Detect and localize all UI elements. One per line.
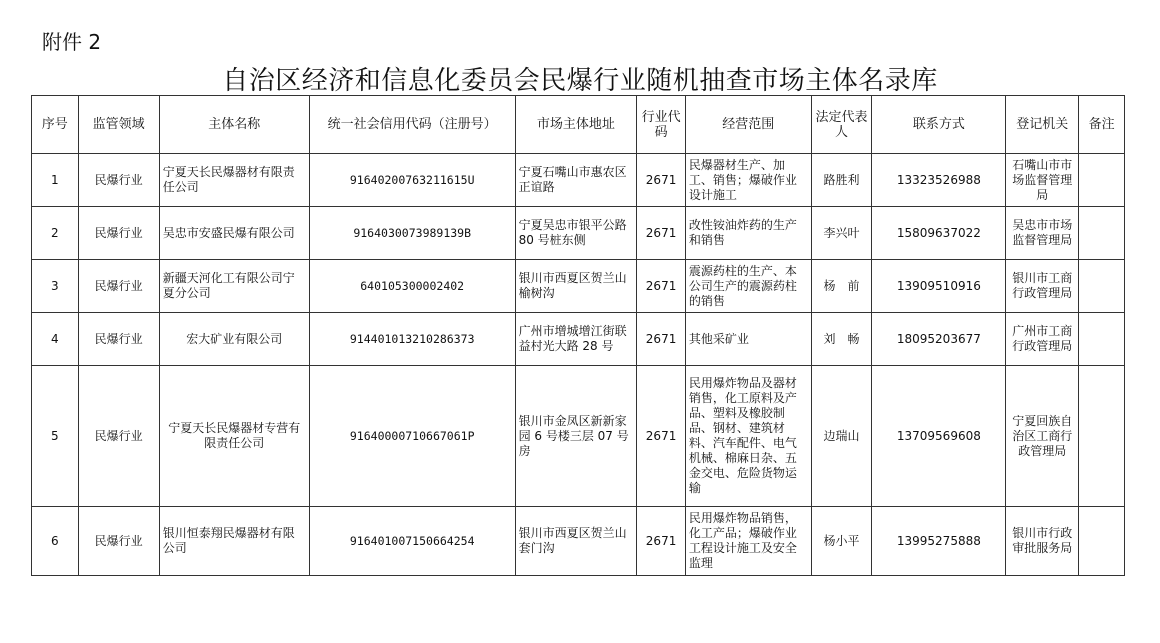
cell-code: 91640000710667061P xyxy=(309,366,515,507)
cell-code: 91640200763211615U xyxy=(309,154,515,207)
cell-authority: 银川市工商行政管理局 xyxy=(1006,260,1079,313)
cell-domain: 民爆行业 xyxy=(78,366,159,507)
cell-note xyxy=(1079,507,1125,576)
cell-note xyxy=(1079,313,1125,366)
header-phone: 联系方式 xyxy=(872,96,1006,154)
cell-name: 吴忠市安盛民爆有限公司 xyxy=(159,207,309,260)
cell-note xyxy=(1079,154,1125,207)
cell-address: 银川市西夏区贺兰山套门沟 xyxy=(515,507,637,576)
cell-name: 新疆天河化工有限公司宁夏分公司 xyxy=(159,260,309,313)
table-row xyxy=(32,313,1125,366)
cell-phone: 18095203677 xyxy=(872,313,1006,366)
document-title: 自治区经济和信息化委员会民爆行业随机抽查市场主体名录库 xyxy=(222,66,938,96)
cell-authority: 银川市行政审批服务局 xyxy=(1006,507,1079,576)
enterprise-table xyxy=(31,95,1125,576)
header-industry: 行业代码 xyxy=(637,96,686,154)
cell-no: 3 xyxy=(32,260,79,313)
cell-rep: 路胜利 xyxy=(811,154,872,207)
cell-note xyxy=(1079,207,1125,260)
cell-code: 9164030073989139B xyxy=(309,207,515,260)
cell-code: 916401007150664254 xyxy=(309,507,515,576)
cell-no: 6 xyxy=(32,507,79,576)
cell-authority: 石嘴山市市场监督管理局 xyxy=(1006,154,1079,207)
cell-code: 914401013210286373 xyxy=(309,313,515,366)
cell-rep: 刘 畅 xyxy=(811,313,872,366)
cell-industry: 2671 xyxy=(637,207,686,260)
header-scope: 经营范围 xyxy=(685,96,811,154)
table-row xyxy=(32,207,1125,260)
cell-industry: 2671 xyxy=(637,366,686,507)
cell-phone: 13323526988 xyxy=(872,154,1006,207)
attachment-label: 附件 2 xyxy=(42,30,102,54)
cell-phone: 13909510916 xyxy=(872,260,1006,313)
cell-phone: 15809637022 xyxy=(872,207,1006,260)
cell-phone: 13709569608 xyxy=(872,366,1006,507)
header-domain: 监管领域 xyxy=(78,96,159,154)
table-row xyxy=(32,507,1125,576)
header-rep: 法定代表人 xyxy=(811,96,872,154)
cell-domain: 民爆行业 xyxy=(78,260,159,313)
cell-rep: 杨 前 xyxy=(811,260,872,313)
cell-no: 5 xyxy=(32,366,79,507)
cell-authority: 吴忠市市场监督管理局 xyxy=(1006,207,1079,260)
header-code: 统一社会信用代码（注册号） xyxy=(309,96,515,154)
cell-domain: 民爆行业 xyxy=(78,154,159,207)
cell-industry: 2671 xyxy=(637,154,686,207)
header-authority: 登记机关 xyxy=(1006,96,1079,154)
cell-scope: 震源药柱的生产、本公司生产的震源药柱的销售 xyxy=(685,260,811,313)
cell-authority: 广州市工商行政管理局 xyxy=(1006,313,1079,366)
cell-address: 宁夏吴忠市银平公路 80 号桩东侧 xyxy=(515,207,637,260)
cell-industry: 2671 xyxy=(637,507,686,576)
header-address: 市场主体地址 xyxy=(515,96,637,154)
cell-address: 广州市增城增江街联益村光大路 28 号 xyxy=(515,313,637,366)
cell-authority: 宁夏回族自治区工商行政管理局 xyxy=(1006,366,1079,507)
cell-industry: 2671 xyxy=(637,260,686,313)
cell-name: 宁夏天长民爆器材有限责任公司 xyxy=(159,154,309,207)
cell-note xyxy=(1079,366,1125,507)
cell-scope: 改性铵油炸药的生产和销售 xyxy=(685,207,811,260)
cell-scope: 民用爆炸物品销售，化工产品；爆破作业工程设计施工及安全监理 xyxy=(685,507,811,576)
cell-no: 2 xyxy=(32,207,79,260)
cell-rep: 边瑞山 xyxy=(811,366,872,507)
cell-scope: 民爆器材生产、加工、销售；爆破作业设计施工 xyxy=(685,154,811,207)
cell-no: 4 xyxy=(32,313,79,366)
cell-industry: 2671 xyxy=(637,313,686,366)
cell-name: 宁夏天长民爆器材专营有限责任公司 xyxy=(159,366,309,507)
cell-scope: 民用爆炸物品及器材销售，化工原料及产品、塑料及橡胶制品、钢材、建筑材料、汽车配件、电气机械、棉麻日杂、五金交电、危险货物运输 xyxy=(685,366,811,507)
cell-code: 640105300002402 xyxy=(309,260,515,313)
header-no: 序号 xyxy=(32,96,79,154)
cell-note xyxy=(1079,260,1125,313)
cell-address: 银川市金凤区新新家园 6 号楼三层 07 号房 xyxy=(515,366,637,507)
table-row xyxy=(32,366,1125,507)
header-row xyxy=(32,96,1125,154)
cell-domain: 民爆行业 xyxy=(78,313,159,366)
cell-rep: 杨小平 xyxy=(811,507,872,576)
table-row xyxy=(32,154,1125,207)
cell-address: 宁夏石嘴山市惠农区正谊路 xyxy=(515,154,637,207)
table-row xyxy=(32,260,1125,313)
cell-phone: 13995275888 xyxy=(872,507,1006,576)
header-note: 备注 xyxy=(1079,96,1125,154)
cell-domain: 民爆行业 xyxy=(78,507,159,576)
cell-address: 银川市西夏区贺兰山榆树沟 xyxy=(515,260,637,313)
cell-domain: 民爆行业 xyxy=(78,207,159,260)
cell-name: 银川恒泰翔民爆器材有限公司 xyxy=(159,507,309,576)
cell-rep: 李兴叶 xyxy=(811,207,872,260)
header-name: 主体名称 xyxy=(159,96,309,154)
cell-name: 宏大矿业有限公司 xyxy=(159,313,309,366)
cell-no: 1 xyxy=(32,154,79,207)
cell-scope: 其他采矿业 xyxy=(685,313,811,366)
